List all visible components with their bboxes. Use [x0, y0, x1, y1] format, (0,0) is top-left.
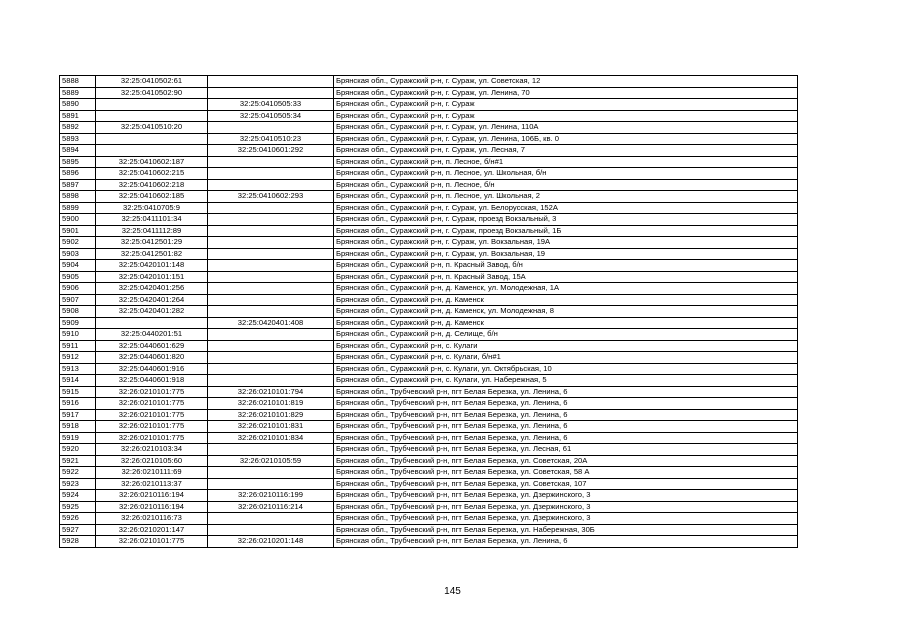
address-cell: Брянская обл., Суражский р-н, д. Селище, б/н	[334, 329, 798, 341]
address-cell: Брянская обл., Трубчевский р-н, пгт Белая Березка, ул. Набережная, 30Б	[334, 524, 798, 536]
cadastral-number-cell: 32:26:0210105:60	[96, 455, 208, 467]
row-number-cell: 5918	[60, 421, 96, 433]
related-cadastral-number-cell	[208, 444, 334, 456]
address-cell: Брянская обл., Трубчевский р-н, пгт Белая Березка, ул. Ленина, 6	[334, 536, 798, 548]
cadastral-number-cell	[96, 99, 208, 111]
table-row	[60, 501, 798, 513]
row-number-cell: 5914	[60, 375, 96, 387]
address-cell: Брянская обл., Суражский р-н, г. Сураж, ул. Лесная, 7	[334, 145, 798, 157]
cadastral-number-cell: 32:25:0410602:185	[96, 191, 208, 203]
row-number-cell: 5909	[60, 317, 96, 329]
address-cell: Брянская обл., Суражский р-н, г. Сураж	[334, 99, 798, 111]
cadastral-number-cell: 32:25:0412501:82	[96, 248, 208, 260]
address-cell: Брянская обл., Суражский р-н, п. Лесное, б/н	[334, 179, 798, 191]
address-cell: Брянская обл., Суражский р-н, п. Красный Завод, б/н	[334, 260, 798, 272]
related-cadastral-number-cell: 32:25:0410505:34	[208, 110, 334, 122]
cadastral-number-cell: 32:26:0210101:775	[96, 536, 208, 548]
table-row	[60, 363, 798, 375]
cadastral-number-cell: 32:26:0210103:34	[96, 444, 208, 456]
row-number-cell: 5921	[60, 455, 96, 467]
cadastral-number-cell: 32:25:0410502:61	[96, 76, 208, 88]
table-row	[60, 306, 798, 318]
table-row	[60, 99, 798, 111]
cadastral-number-cell: 32:26:0210116:194	[96, 490, 208, 502]
address-cell: Брянская обл., Суражский р-н, д. Каменск, ул. Молодежная, 8	[334, 306, 798, 318]
row-number-cell: 5902	[60, 237, 96, 249]
address-cell: Брянская обл., Суражский р-н, г. Сураж, проезд Вокзальный, 3	[334, 214, 798, 226]
row-number-cell: 5908	[60, 306, 96, 318]
cadastral-number-cell: 32:25:0410705:9	[96, 202, 208, 214]
cadastral-number-cell	[96, 317, 208, 329]
cadastral-number-cell: 32:25:0420401:256	[96, 283, 208, 295]
address-cell: Брянская обл., Трубчевский р-н, пгт Белая Березка, ул. Ленина, 6	[334, 409, 798, 421]
cadastral-number-cell: 32:25:0420101:151	[96, 271, 208, 283]
address-cell: Брянская обл., Трубчевский р-н, пгт Белая Березка, ул. Советская, 58 А	[334, 467, 798, 479]
related-cadastral-number-cell	[208, 375, 334, 387]
cadastral-number-cell: 32:25:0440601:629	[96, 340, 208, 352]
row-number-cell: 5898	[60, 191, 96, 203]
row-number-cell: 5905	[60, 271, 96, 283]
cadastral-number-cell: 32:25:0440601:918	[96, 375, 208, 387]
table-row	[60, 168, 798, 180]
address-cell: Брянская обл., Суражский р-н, г. Сураж, проезд Вокзальный, 1Б	[334, 225, 798, 237]
row-number-cell: 5892	[60, 122, 96, 134]
row-number-cell: 5893	[60, 133, 96, 145]
address-cell: Брянская обл., Трубчевский р-н, пгт Белая Березка, ул. Лесная, 61	[334, 444, 798, 456]
address-cell: Брянская обл., Суражский р-н, п. Лесное, ул. Школьная, 2	[334, 191, 798, 203]
row-number-cell: 5899	[60, 202, 96, 214]
table-row	[60, 386, 798, 398]
cadastral-number-cell: 32:25:0440601:916	[96, 363, 208, 375]
table-row	[60, 398, 798, 410]
related-cadastral-number-cell	[208, 76, 334, 88]
related-cadastral-number-cell: 32:26:0210105:59	[208, 455, 334, 467]
table-row	[60, 317, 798, 329]
table-row	[60, 432, 798, 444]
cadastral-number-cell: 32:25:0410602:215	[96, 168, 208, 180]
address-cell: Брянская обл., Трубчевский р-н, пгт Белая Березка, ул. Ленина, 6	[334, 421, 798, 433]
row-number-cell: 5896	[60, 168, 96, 180]
related-cadastral-number-cell	[208, 237, 334, 249]
related-cadastral-number-cell: 32:25:0420401:408	[208, 317, 334, 329]
related-cadastral-number-cell: 32:26:0210101:829	[208, 409, 334, 421]
table-row	[60, 260, 798, 272]
table-row	[60, 237, 798, 249]
row-number-cell: 5922	[60, 467, 96, 479]
cadastral-number-cell: 32:25:0410602:187	[96, 156, 208, 168]
related-cadastral-number-cell	[208, 271, 334, 283]
address-cell: Брянская обл., Суражский р-н, п. Лесное, б/н#1	[334, 156, 798, 168]
table-row	[60, 110, 798, 122]
row-number-cell: 5889	[60, 87, 96, 99]
related-cadastral-number-cell	[208, 202, 334, 214]
cadastral-number-cell: 32:26:0210101:775	[96, 386, 208, 398]
related-cadastral-number-cell: 32:26:0210101:834	[208, 432, 334, 444]
cadastral-number-cell: 32:25:0420401:282	[96, 306, 208, 318]
related-cadastral-number-cell: 32:26:0210116:214	[208, 501, 334, 513]
address-cell: Брянская обл., Трубчевский р-н, пгт Белая Березка, ул. Дзержинского, 3	[334, 501, 798, 513]
row-number-cell: 5895	[60, 156, 96, 168]
row-number-cell: 5888	[60, 76, 96, 88]
related-cadastral-number-cell	[208, 248, 334, 260]
related-cadastral-number-cell	[208, 283, 334, 295]
cadastral-number-cell: 32:26:0210101:775	[96, 421, 208, 433]
cadastral-number-cell	[96, 110, 208, 122]
row-number-cell: 5900	[60, 214, 96, 226]
row-number-cell: 5911	[60, 340, 96, 352]
row-number-cell: 5923	[60, 478, 96, 490]
related-cadastral-number-cell: 32:26:0210116:199	[208, 490, 334, 502]
row-number-cell: 5928	[60, 536, 96, 548]
row-number-cell: 5903	[60, 248, 96, 260]
row-number-cell: 5924	[60, 490, 96, 502]
cadastral-number-cell: 32:25:0440601:820	[96, 352, 208, 364]
related-cadastral-number-cell: 32:26:0210101:819	[208, 398, 334, 410]
table-row	[60, 490, 798, 502]
address-cell: Брянская обл., Трубчевский р-н, пгт Белая Березка, ул. Советская, 107	[334, 478, 798, 490]
related-cadastral-number-cell	[208, 467, 334, 479]
related-cadastral-number-cell: 32:26:0210101:831	[208, 421, 334, 433]
table-row	[60, 191, 798, 203]
row-number-cell: 5891	[60, 110, 96, 122]
related-cadastral-number-cell: 32:25:0410505:33	[208, 99, 334, 111]
address-cell: Брянская обл., Суражский р-н, г. Сураж, ул. Вокзальная, 19А	[334, 237, 798, 249]
table-row	[60, 294, 798, 306]
row-number-cell: 5894	[60, 145, 96, 157]
row-number-cell: 5915	[60, 386, 96, 398]
table-row	[60, 202, 798, 214]
address-cell: Брянская обл., Суражский р-н, с. Кулаги, ул. Октябрьская, 10	[334, 363, 798, 375]
table-row	[60, 524, 798, 536]
related-cadastral-number-cell	[208, 179, 334, 191]
row-number-cell: 5910	[60, 329, 96, 341]
table-row	[60, 225, 798, 237]
address-cell: Брянская обл., Трубчевский р-н, пгт Белая Березка, ул. Ленина, 6	[334, 432, 798, 444]
cadastral-number-cell: 32:26:0210113:37	[96, 478, 208, 490]
table-row	[60, 87, 798, 99]
address-cell: Брянская обл., Трубчевский р-н, пгт Белая Березка, ул. Дзержинского, 3	[334, 490, 798, 502]
table-row	[60, 271, 798, 283]
page-number: 145	[444, 586, 461, 597]
address-cell: Брянская обл., Суражский р-н, г. Сураж, ул. Советская, 12	[334, 76, 798, 88]
row-number-cell: 5920	[60, 444, 96, 456]
row-number-cell: 5927	[60, 524, 96, 536]
table-row	[60, 76, 798, 88]
table-row	[60, 340, 798, 352]
table-row	[60, 214, 798, 226]
row-number-cell: 5890	[60, 99, 96, 111]
cadastral-number-cell: 32:26:0210116:194	[96, 501, 208, 513]
table-row	[60, 455, 798, 467]
related-cadastral-number-cell: 32:26:0210201:148	[208, 536, 334, 548]
table-row	[60, 283, 798, 295]
related-cadastral-number-cell	[208, 168, 334, 180]
address-cell: Брянская обл., Суражский р-н, г. Сураж, ул. Белорусская, 152А	[334, 202, 798, 214]
cadastral-number-cell: 32:25:0420101:148	[96, 260, 208, 272]
related-cadastral-number-cell	[208, 524, 334, 536]
related-cadastral-number-cell	[208, 513, 334, 525]
address-cell: Брянская обл., Трубчевский р-н, пгт Белая Березка, ул. Ленина, 6	[334, 398, 798, 410]
related-cadastral-number-cell	[208, 122, 334, 134]
related-cadastral-number-cell	[208, 260, 334, 272]
cadastral-number-cell: 32:26:0210101:775	[96, 409, 208, 421]
address-cell: Брянская обл., Суражский р-н, г. Сураж	[334, 110, 798, 122]
address-cell: Брянская обл., Суражский р-н, г. Сураж, ул. Вокзальная, 19	[334, 248, 798, 260]
related-cadastral-number-cell	[208, 214, 334, 226]
related-cadastral-number-cell	[208, 352, 334, 364]
related-cadastral-number-cell	[208, 363, 334, 375]
table-row	[60, 444, 798, 456]
cadastral-number-cell: 32:25:0410510:20	[96, 122, 208, 134]
related-cadastral-number-cell: 32:25:0410601:292	[208, 145, 334, 157]
address-cell: Брянская обл., Суражский р-н, с. Кулаги, б/н#1	[334, 352, 798, 364]
cadastral-number-cell: 32:25:0440201:51	[96, 329, 208, 341]
cadastral-number-cell: 32:26:0210111:69	[96, 467, 208, 479]
related-cadastral-number-cell: 32:26:0210101:794	[208, 386, 334, 398]
row-number-cell: 5907	[60, 294, 96, 306]
row-number-cell: 5917	[60, 409, 96, 421]
table-row	[60, 329, 798, 341]
cadastral-number-cell: 32:25:0410502:90	[96, 87, 208, 99]
table-row	[60, 156, 798, 168]
address-cell: Брянская обл., Трубчевский р-н, пгт Белая Березка, ул. Советская, 20А	[334, 455, 798, 467]
cadastral-number-cell: 32:25:0412501:29	[96, 237, 208, 249]
address-cell: Брянская обл., Суражский р-н, г. Сураж, ул. Ленина, 110А	[334, 122, 798, 134]
row-number-cell: 5901	[60, 225, 96, 237]
table-row	[60, 409, 798, 421]
row-number-cell: 5913	[60, 363, 96, 375]
address-cell: Брянская обл., Суражский р-н, д. Каменск	[334, 294, 798, 306]
cadastral-number-cell	[96, 145, 208, 157]
cadastral-number-cell: 32:26:0210116:73	[96, 513, 208, 525]
table-row	[60, 478, 798, 490]
row-number-cell: 5916	[60, 398, 96, 410]
cadastral-number-cell: 32:25:0411101:34	[96, 214, 208, 226]
table-row	[60, 179, 798, 191]
row-number-cell: 5926	[60, 513, 96, 525]
related-cadastral-number-cell	[208, 329, 334, 341]
cadastral-number-cell: 32:25:0410602:218	[96, 179, 208, 191]
address-cell: Брянская обл., Суражский р-н, г. Сураж, ул. Ленина, 70	[334, 87, 798, 99]
table-row	[60, 352, 798, 364]
address-cell: Брянская обл., Суражский р-н, с. Кулаги, ул. Набережная, 5	[334, 375, 798, 387]
address-cell: Брянская обл., Суражский р-н, д. Каменск	[334, 317, 798, 329]
address-cell: Брянская обл., Суражский р-н, д. Каменск, ул. Молодежная, 1А	[334, 283, 798, 295]
row-number-cell: 5912	[60, 352, 96, 364]
related-cadastral-number-cell: 32:25:0410602:293	[208, 191, 334, 203]
cadastral-number-cell: 32:25:0420401:264	[96, 294, 208, 306]
address-cell: Брянская обл., Суражский р-н, п. Красный Завод, 15А	[334, 271, 798, 283]
table-row	[60, 133, 798, 145]
related-cadastral-number-cell	[208, 225, 334, 237]
cadastral-number-cell: 32:26:0210101:775	[96, 398, 208, 410]
table-row	[60, 467, 798, 479]
related-cadastral-number-cell	[208, 306, 334, 318]
table-row	[60, 421, 798, 433]
row-number-cell: 5906	[60, 283, 96, 295]
address-cell: Брянская обл., Суражский р-н, п. Лесное, ул. Школьная, б/н	[334, 168, 798, 180]
table-row	[60, 513, 798, 525]
registry-table	[59, 75, 798, 548]
table-row	[60, 145, 798, 157]
table-row	[60, 248, 798, 260]
cadastral-number-cell: 32:26:0210101:775	[96, 432, 208, 444]
address-cell: Брянская обл., Суражский р-н, с. Кулаги	[334, 340, 798, 352]
table-row	[60, 536, 798, 548]
cadastral-number-cell	[96, 133, 208, 145]
row-number-cell: 5925	[60, 501, 96, 513]
table-body	[60, 76, 798, 548]
row-number-cell: 5897	[60, 179, 96, 191]
row-number-cell: 5904	[60, 260, 96, 272]
related-cadastral-number-cell	[208, 294, 334, 306]
table-row	[60, 122, 798, 134]
cadastral-number-cell: 32:25:0411112:89	[96, 225, 208, 237]
related-cadastral-number-cell: 32:25:0410510:23	[208, 133, 334, 145]
address-cell: Брянская обл., Суражский р-н, г. Сураж, ул. Ленина, 106Б, кв. 0	[334, 133, 798, 145]
related-cadastral-number-cell	[208, 156, 334, 168]
address-cell: Брянская обл., Трубчевский р-н, пгт Белая Березка, ул. Дзержинского, 3	[334, 513, 798, 525]
related-cadastral-number-cell	[208, 478, 334, 490]
related-cadastral-number-cell	[208, 87, 334, 99]
cadastral-number-cell: 32:26:0210201:147	[96, 524, 208, 536]
address-cell: Брянская обл., Трубчевский р-н, пгт Белая Березка, ул. Ленина, 6	[334, 386, 798, 398]
row-number-cell: 5919	[60, 432, 96, 444]
table-row	[60, 375, 798, 387]
related-cadastral-number-cell	[208, 340, 334, 352]
